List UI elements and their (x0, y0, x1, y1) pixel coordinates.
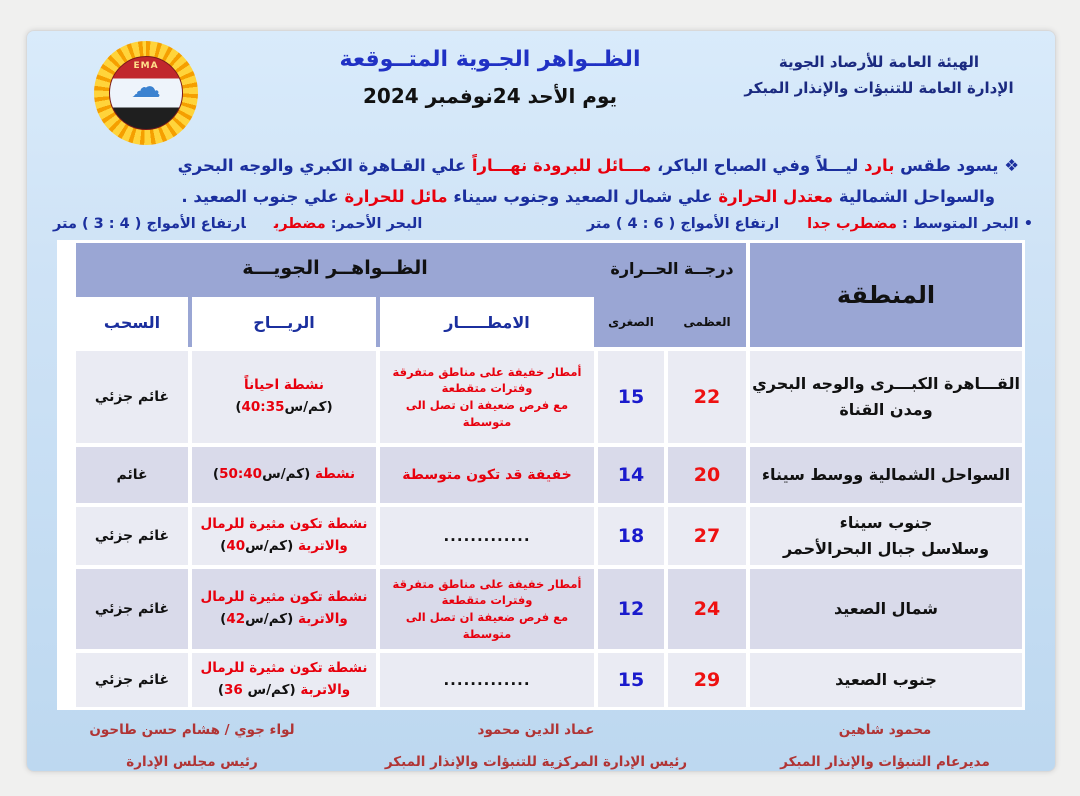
min-temp-cell: 15 (598, 653, 664, 707)
cloud-cell: غائم جزئي (76, 569, 188, 649)
column-header-clouds: السحب (76, 297, 188, 347)
rain-cell: أمطار خفيفة على مناطق متفرقة وفترات متقطعة مع فرص ضعيفة ان تصل الى متوسطة (380, 351, 594, 443)
max-temp-cell: 27 (668, 507, 746, 565)
sea-state-red-sea (53, 216, 422, 232)
max-temp-cell: 20 (668, 447, 746, 503)
logo-area (41, 41, 251, 145)
rain-cell: ............. (380, 653, 594, 707)
cloud-icon: ☁ (131, 70, 161, 105)
bullet-icon: ❖ (1004, 156, 1019, 175)
wind-cell: نشطة تكون مثيرة للرمال والاتربة (36 كم/س) (192, 653, 376, 707)
sea-label: • البحر المتوسط : (897, 216, 1033, 233)
forecast-text-highlight: بارد (864, 156, 895, 175)
forecast-text-highlight: مائل للحرارة (344, 186, 448, 206)
forecast-text-highlight: مـــائل للبرودة نهـــاراً (471, 156, 652, 175)
forecast-text: والسواحل الشمالية (833, 186, 995, 206)
min-temp-cell: 14 (598, 447, 664, 503)
wind-cell: نشطة تكون مثيرة للرمال والاتربة (42كم/س) (192, 569, 376, 649)
logo-acronym: EMA (133, 61, 159, 71)
signature-board-chairman: لواء جوي / هشام حسن طاحون رئيس مجلس الإدارة (89, 722, 295, 771)
column-header-min-temp: الصغرى (608, 315, 654, 330)
min-temp-cell: 12 (598, 569, 664, 649)
rain-cell: ............. (380, 507, 594, 565)
sea-state-mediterranean (587, 216, 1033, 232)
cloud-cell: غائم جزئي (76, 653, 188, 707)
wind-cell: نشطة احياناً (40:35كم/س) (192, 351, 376, 443)
region-cell: جنوب سيناء وسلاسل جبال البحرالأحمر (750, 507, 1022, 565)
min-temp-cell: 15 (598, 351, 664, 443)
cloud-cell: غائم جزئي (76, 351, 188, 443)
region-cell: السواحل الشمالية ووسط سيناء (750, 447, 1022, 503)
sea-condition: مضطرب جدا (807, 216, 897, 233)
organization-block (729, 41, 1029, 102)
sea-state-row (27, 212, 1055, 238)
cloud-cell: غائم جزئي (76, 507, 188, 565)
wave-height: ارتفاع الأمواج ( 3 : 4 ) متر (53, 216, 246, 233)
wave-height: ارتفاع الأمواج ( 4 : 6 ) متر (586, 216, 780, 233)
wind-cell: نشطة تكون مثيرة للرمال والاتربة (40كم/س) (192, 507, 376, 565)
title-block (251, 41, 729, 108)
forecast-text: علي شمال الصعيد وجنوب سيناء (447, 186, 719, 206)
logo-emblem (109, 56, 183, 130)
forecast-text: ليـــلاً وفي الصباح الباكر، (651, 156, 865, 175)
forecast-line-1 (97, 151, 1019, 182)
forecast-text: علي جنوب الصعيد . (181, 186, 345, 206)
bulletin-date: يوم الأحد 24نوفمبر 2024 (363, 84, 617, 108)
max-temp-cell: 24 (668, 569, 746, 649)
region-cell: القـــاهرة الكبـــرى والوجه البحري ومدن القناة (750, 351, 1022, 443)
forecast-text: علي القـاهرة الكبري والوجه البحري (177, 156, 472, 175)
region-cell: جنوب الصعيد (750, 653, 1022, 707)
rain-cell: خفيفة قد تكون متوسطة (380, 447, 594, 503)
organization-name: الهيئة العامة للأرصاد الجوية (778, 53, 980, 71)
column-header-rain: الامطـــــار (380, 297, 594, 347)
signature-central-admin-head: عماد الدين محمود رئيس الإدارة المركزية للتنبؤات والإنذار المبكر (384, 722, 688, 771)
bulletin-header (27, 31, 1055, 145)
column-header-region: المنطقة (836, 281, 936, 310)
weather-bulletin-document (26, 30, 1056, 772)
rain-cell: أمطار خفيفة على مناطق متفرقة وفترات متقطعة مع فرص ضعيفة ان تصل الى متوسطة (380, 569, 594, 649)
cloud-cell: غائم (76, 447, 188, 503)
min-temp-cell: 18 (598, 507, 664, 565)
column-header-temperature: درجــة الحــرارة (610, 258, 734, 278)
forecast-paragraph (27, 145, 1055, 212)
column-header-phenomena: الظــواهــر الجويـــة (242, 257, 428, 280)
column-header-wind: الريـــاح (192, 297, 376, 347)
wind-cell: نشطة (50:40كم/س) (192, 447, 376, 503)
column-header-max-temp: العظمى (683, 315, 731, 330)
forecast-line-2 (97, 182, 995, 213)
sea-label: البحر الأحمر: (325, 216, 423, 233)
max-temp-cell: 22 (668, 351, 746, 443)
max-temp-cell: 29 (668, 653, 746, 707)
forecast-text-highlight: معتدل الحرارة (718, 186, 834, 206)
forecast-table (57, 240, 1025, 710)
signatures-footer (27, 710, 1055, 770)
bulletin-title: الظــواهر الجـوية المتــوقعة (339, 47, 641, 72)
sea-condition: مضطرب (273, 216, 326, 233)
signature-forecast-director: محمود شاهين مديرعام التنبؤات والإنذار المبكر (780, 722, 990, 771)
forecast-text: يسود طقس (894, 156, 999, 175)
organization-department: الإدارة العامة للتنبؤات والإنذار المبكر (744, 79, 1014, 98)
region-cell: شمال الصعيد (750, 569, 1022, 649)
ema-logo (94, 41, 198, 145)
